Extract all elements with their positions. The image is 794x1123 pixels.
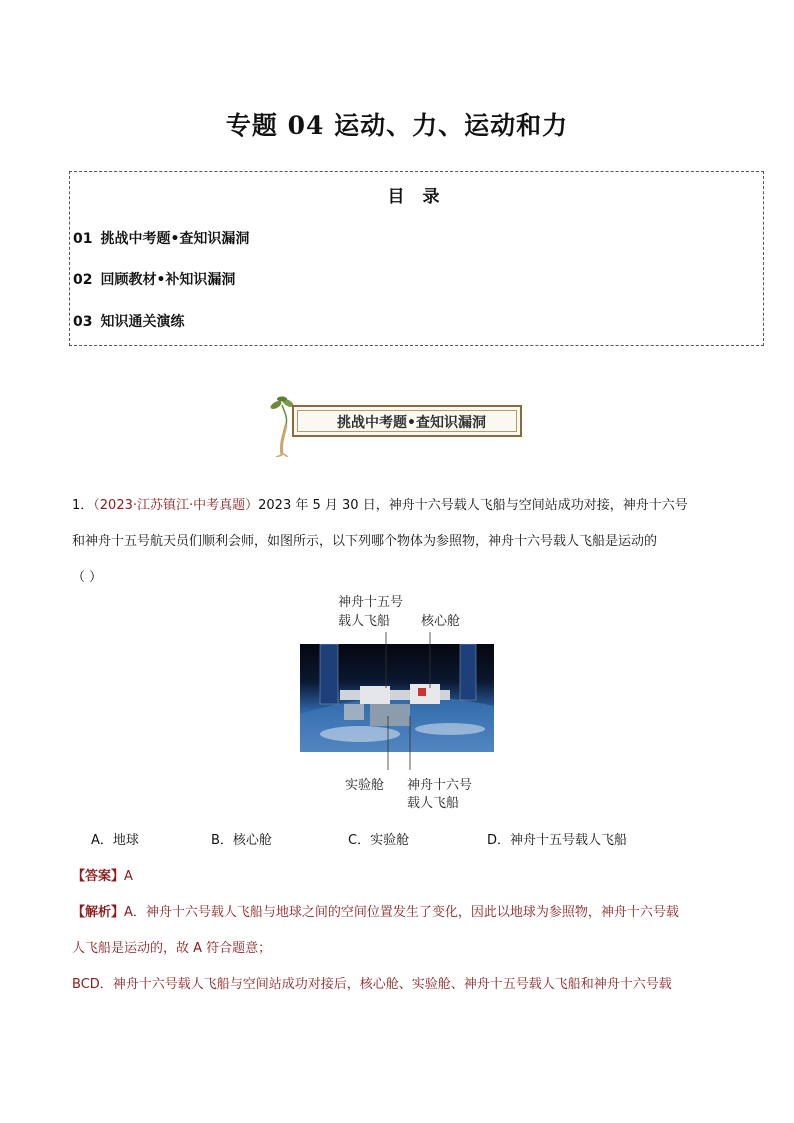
toc-item-number: 02: [73, 272, 93, 288]
option-d[interactable]: D．神舟十五号载人飞船: [487, 833, 628, 848]
page-title: 专题 04 运动、力、运动和力: [225, 111, 569, 140]
banner-label: 挑战中考题•查知识漏洞: [337, 415, 486, 431]
table-of-contents: [69, 171, 764, 346]
question-text: 2023 年 5 月 30 日，神舟十六号载人飞船与空间站成功对接，神舟十六号: [258, 498, 688, 513]
analysis-text: A．神舟十六号载人飞船与地球之间的空间位置发生了变化，因此以地球为参照物，神舟十六号载: [124, 905, 679, 920]
option-c[interactable]: C．实验舱: [348, 833, 410, 848]
question-source: （2023·江苏镇江·中考真题）: [93, 498, 259, 513]
toc-item[interactable]: [73, 269, 235, 289]
figure-label: 实验舱: [345, 778, 385, 793]
toc-item-number: 01: [73, 231, 93, 247]
analysis-tag: 【解析】: [72, 905, 125, 920]
figure-label: 载人飞船: [338, 614, 391, 629]
figure-label: 载人飞船: [407, 796, 460, 811]
answer-line: [72, 865, 133, 884]
analysis-line: [72, 901, 679, 920]
toc-item-label: 知识通关演练: [100, 314, 185, 330]
section-banner: [262, 395, 532, 457]
toc-heading: 目 录: [387, 187, 446, 207]
analysis-text: BCD．神舟十六号载人飞船与空间站成功对接后，核心舱、实验舱、神舟十五号载人飞船和神舟十六号载: [72, 977, 672, 992]
answer-blank: （ ）: [72, 570, 103, 585]
toc-item-label: 挑战中考题•查知识漏洞: [100, 231, 250, 247]
option-b[interactable]: B．核心舱: [211, 833, 272, 848]
option-a[interactable]: A．地球: [91, 833, 139, 848]
toc-item[interactable]: [73, 311, 184, 331]
figure-label: 神舟十五号: [338, 595, 404, 610]
question-number: 1．: [72, 498, 94, 513]
answer-value: A: [124, 869, 133, 884]
toc-item[interactable]: [73, 228, 249, 248]
toc-item-number: 03: [73, 314, 93, 330]
question-text-line-2: 和神舟十五号航天员们顺利会师，如图所示，以下列哪个物体为参照物，神舟十六号载人飞船是运动的: [72, 534, 658, 549]
space-station-figure: [300, 592, 494, 817]
figure-label: 神舟十六号: [407, 778, 473, 793]
answer-tag: 【答案】: [72, 869, 125, 884]
toc-item-label: 回顾教材•补知识漏洞: [100, 272, 236, 288]
question-line: [72, 494, 688, 513]
analysis-text: 人飞船是运动的，故 A 符合题意；: [72, 941, 272, 956]
figure-label: 核心舱: [421, 614, 461, 629]
